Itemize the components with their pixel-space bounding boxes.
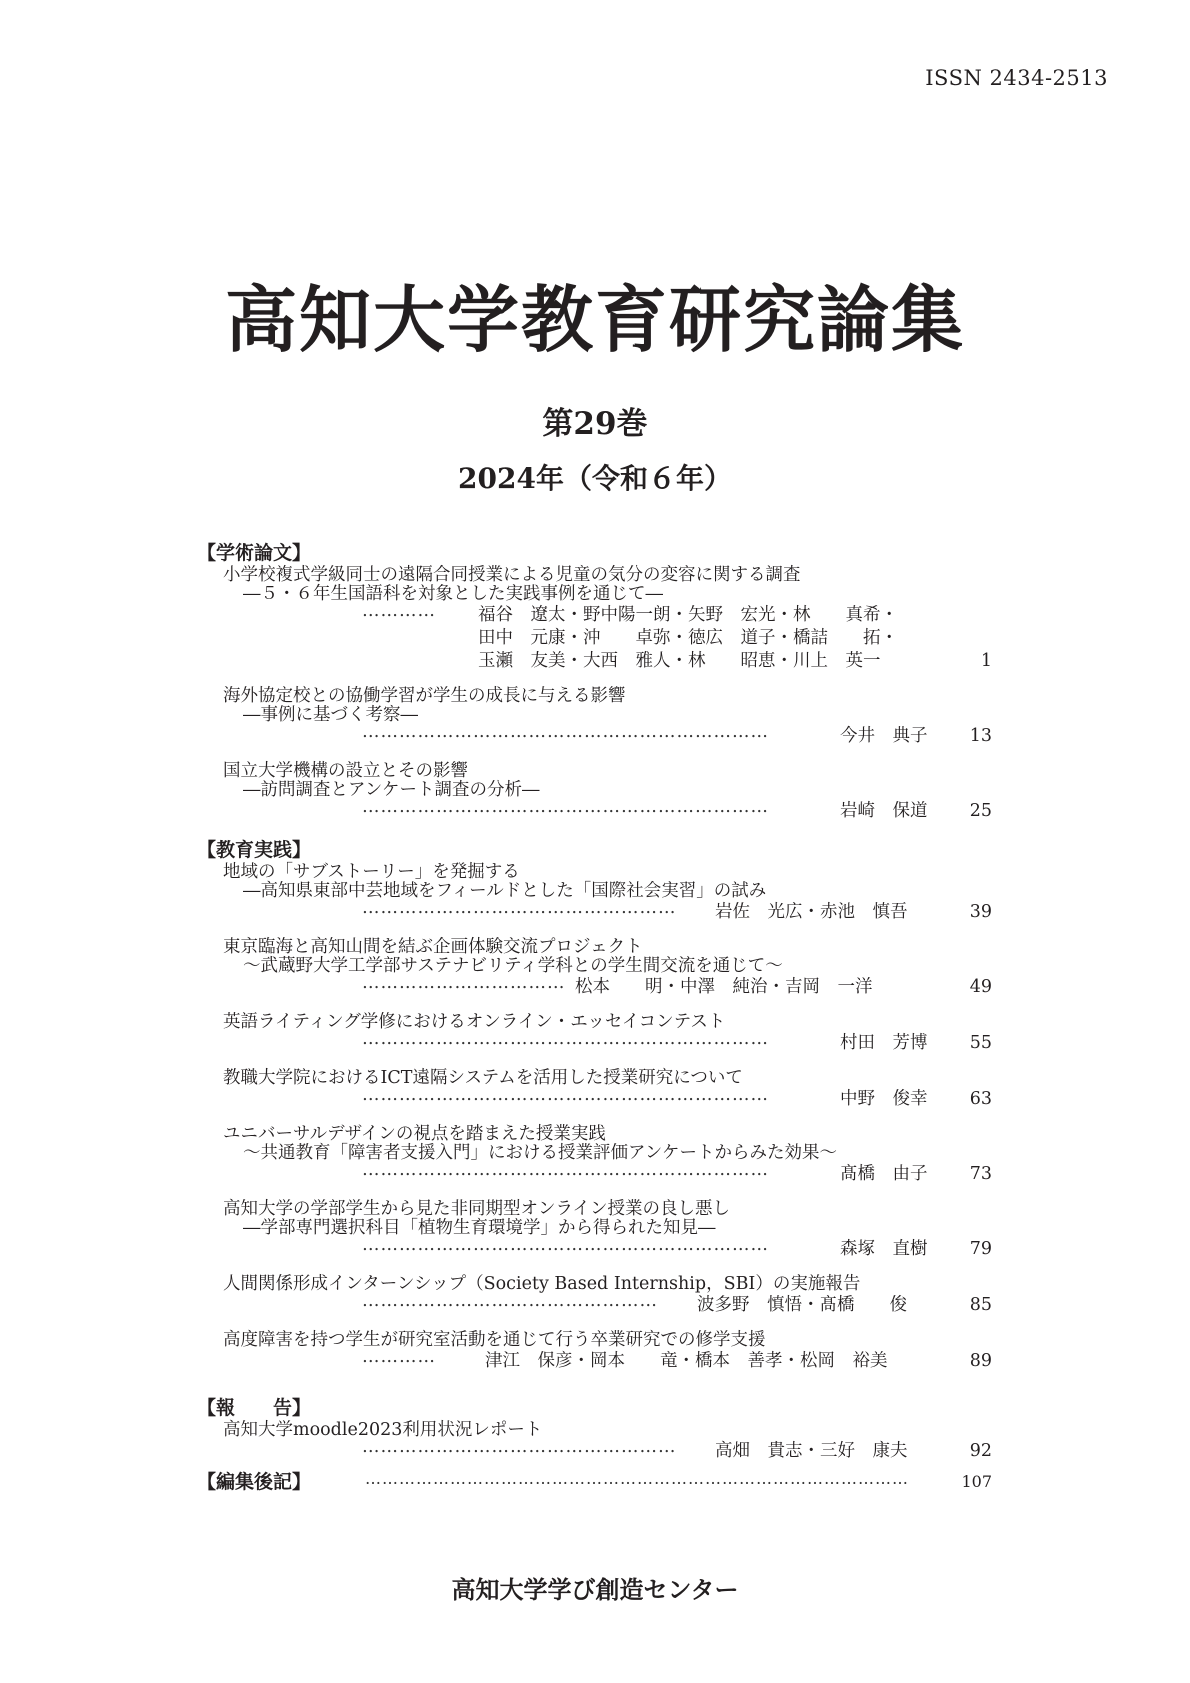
entry-title: 高知大学moodle2023利用状況レポート (223, 1420, 543, 1440)
toc-entry[interactable] (223, 687, 992, 748)
entry-title: 英語ライティング学修におけるオンライン・エッセイコンテスト (223, 1012, 726, 1032)
dot-leader: ………………………………………………………… (362, 1161, 769, 1180)
entry-title: 小学校複式学級同士の遠隔合同授業による児童の気分の変容に関する調査 (223, 565, 801, 585)
toc-entry-editorial[interactable] (197, 1469, 992, 1499)
entry-subtitle: ―事例に基づく考察― (243, 705, 418, 725)
toc-entry[interactable] (223, 1421, 992, 1463)
page-number: 85 (969, 1295, 992, 1315)
publisher: 高知大学学び創造センター (451, 1576, 739, 1604)
entry-title: 人間関係形成インターンシップ（Society Based Internship，SBI）の実施報告 (223, 1274, 861, 1294)
entry-title: 高度障害を持つ学生が研究室活動を通じて行う卒業研究での修学支援 (223, 1330, 766, 1350)
entry-subtitle: ―５・６年生国語科を対象とした実践事例を通じて― (243, 584, 663, 604)
toc-entry[interactable] (223, 1125, 992, 1186)
page-number: 79 (969, 1239, 992, 1259)
page-number: 1 (980, 651, 992, 671)
entry-title: 教職大学院におけるICT遠隔システムを活用した授業研究について (223, 1068, 743, 1088)
dot-leader: ………………………………………………………… (362, 1086, 769, 1105)
entry-subtitle: ～共通教育「障害者支援入門」における授業評価アンケートからみた効果～ (243, 1143, 837, 1163)
entry-title: 高知大学の学部学生から見た非同期型オンライン授業の良し悪し (223, 1199, 730, 1219)
entry-subtitle: ～武蔵野大学工学部サステナビリティ学科との学生間交流を通じて～ (243, 956, 783, 976)
dot-leader: ………… (362, 1348, 436, 1367)
dot-leader: …………………………………………… (362, 1438, 677, 1457)
page-number: 107 (961, 1472, 992, 1491)
toc-entry[interactable] (223, 1275, 992, 1317)
dot-leader: ………………………………………………………… (362, 1236, 769, 1255)
page-number: 73 (969, 1164, 992, 1184)
entry-authors: 松本 明・中澤 純治・吉岡 一洋 (575, 977, 873, 997)
toc-entry[interactable] (223, 1331, 992, 1373)
entry-title: 国立大学機構の設立とその影響 (223, 761, 468, 781)
table-of-contents (197, 540, 992, 1499)
entry-title: ユニバーサルデザインの視点を踏まえた授業実践 (223, 1124, 606, 1144)
entry-authors: 今井 典子 (840, 726, 928, 746)
section-heading-editorial: 【編集後記】 (197, 1471, 312, 1493)
toc-entry[interactable] (223, 566, 992, 673)
entry-authors: 髙橋 由子 (840, 1164, 928, 1184)
dot-leader: ………………………………………………………… (362, 723, 769, 742)
entry-subtitle: ―高知県東部中芸地域をフィールドとした「国際社会実習」の試み (243, 881, 767, 901)
page-number: 39 (969, 902, 992, 922)
section-heading-academic: 【学術論文】 (197, 542, 312, 564)
dot-leader: ………………………………………………………… (362, 798, 769, 817)
dot-leader: ………………………………………… (362, 1292, 658, 1311)
entry-subtitle: ―訪問調査とアンケート調査の分析― (243, 780, 540, 800)
entry-title: 東京臨海と高知山間を結ぶ企画体験交流プロジェクト (223, 937, 643, 957)
entry-authors: 岩崎 保道 (840, 801, 928, 821)
issn: ISSN 2434-2513 (925, 66, 1108, 90)
toc-entry[interactable] (223, 1013, 992, 1055)
dot-leader: …………………………………………… (362, 899, 677, 918)
page-number: 55 (969, 1033, 992, 1053)
entry-authors: 森塚 直樹 (840, 1239, 928, 1259)
page-number: 89 (969, 1351, 992, 1371)
page-number: 92 (969, 1441, 992, 1461)
entry-authors: 波多野 慎悟・髙橋 俊 (697, 1295, 907, 1315)
toc-entry[interactable] (223, 863, 992, 924)
entry-authors: 村田 芳博 (840, 1033, 928, 1053)
toc-entry[interactable] (223, 762, 992, 823)
dot-leader: ………………………………………………………… (362, 1030, 769, 1049)
entry-authors: 玉瀬 友美・大西 雅人・林 昭恵・川上 英一 (478, 651, 881, 671)
dot-leader: …………………………… (362, 974, 566, 993)
page-number: 25 (969, 801, 992, 821)
toc-entry[interactable] (223, 938, 992, 999)
toc-entry[interactable] (223, 1200, 992, 1261)
page-number: 49 (969, 977, 992, 997)
entry-title: 海外協定校との協働学習が学生の成長に与える影響 (223, 686, 626, 706)
entry-authors: 福谷 遼太・野中陽一朗・矢野 宏光・林 真希・ (478, 605, 898, 625)
page-number: 13 (969, 726, 992, 746)
publication-year: 2024年（令和６年） (458, 462, 732, 495)
entry-authors: 高畑 貴志・三好 康夫 (715, 1441, 908, 1461)
entry-title: 地域の「サブストーリー」を発掘する (223, 862, 520, 882)
volume-number: 第29巻 (542, 406, 648, 442)
journal-title: 高知大学教育研究論集 (224, 278, 965, 362)
entry-authors: 田中 元康・沖 卓弥・徳広 道子・橋詰 拓・ (478, 628, 898, 648)
toc-entry[interactable] (223, 1069, 992, 1111)
entry-authors: 中野 俊幸 (840, 1089, 928, 1109)
dot-leader: …………………………………………………………………………………… (365, 1469, 909, 1488)
dot-leader: ………… (362, 602, 436, 621)
entry-subtitle: ―学部専門選択科目「植物生育環境学」から得られた知見― (243, 1218, 716, 1238)
entry-authors: 津江 保彦・岡本 竜・橋本 善孝・松岡 裕美 (485, 1351, 888, 1371)
section-heading-practice: 【教育実践】 (197, 839, 312, 861)
section-heading-report: 【報 告】 (197, 1397, 312, 1419)
page-number: 63 (969, 1089, 992, 1109)
entry-authors: 岩佐 光広・赤池 慎吾 (715, 902, 908, 922)
